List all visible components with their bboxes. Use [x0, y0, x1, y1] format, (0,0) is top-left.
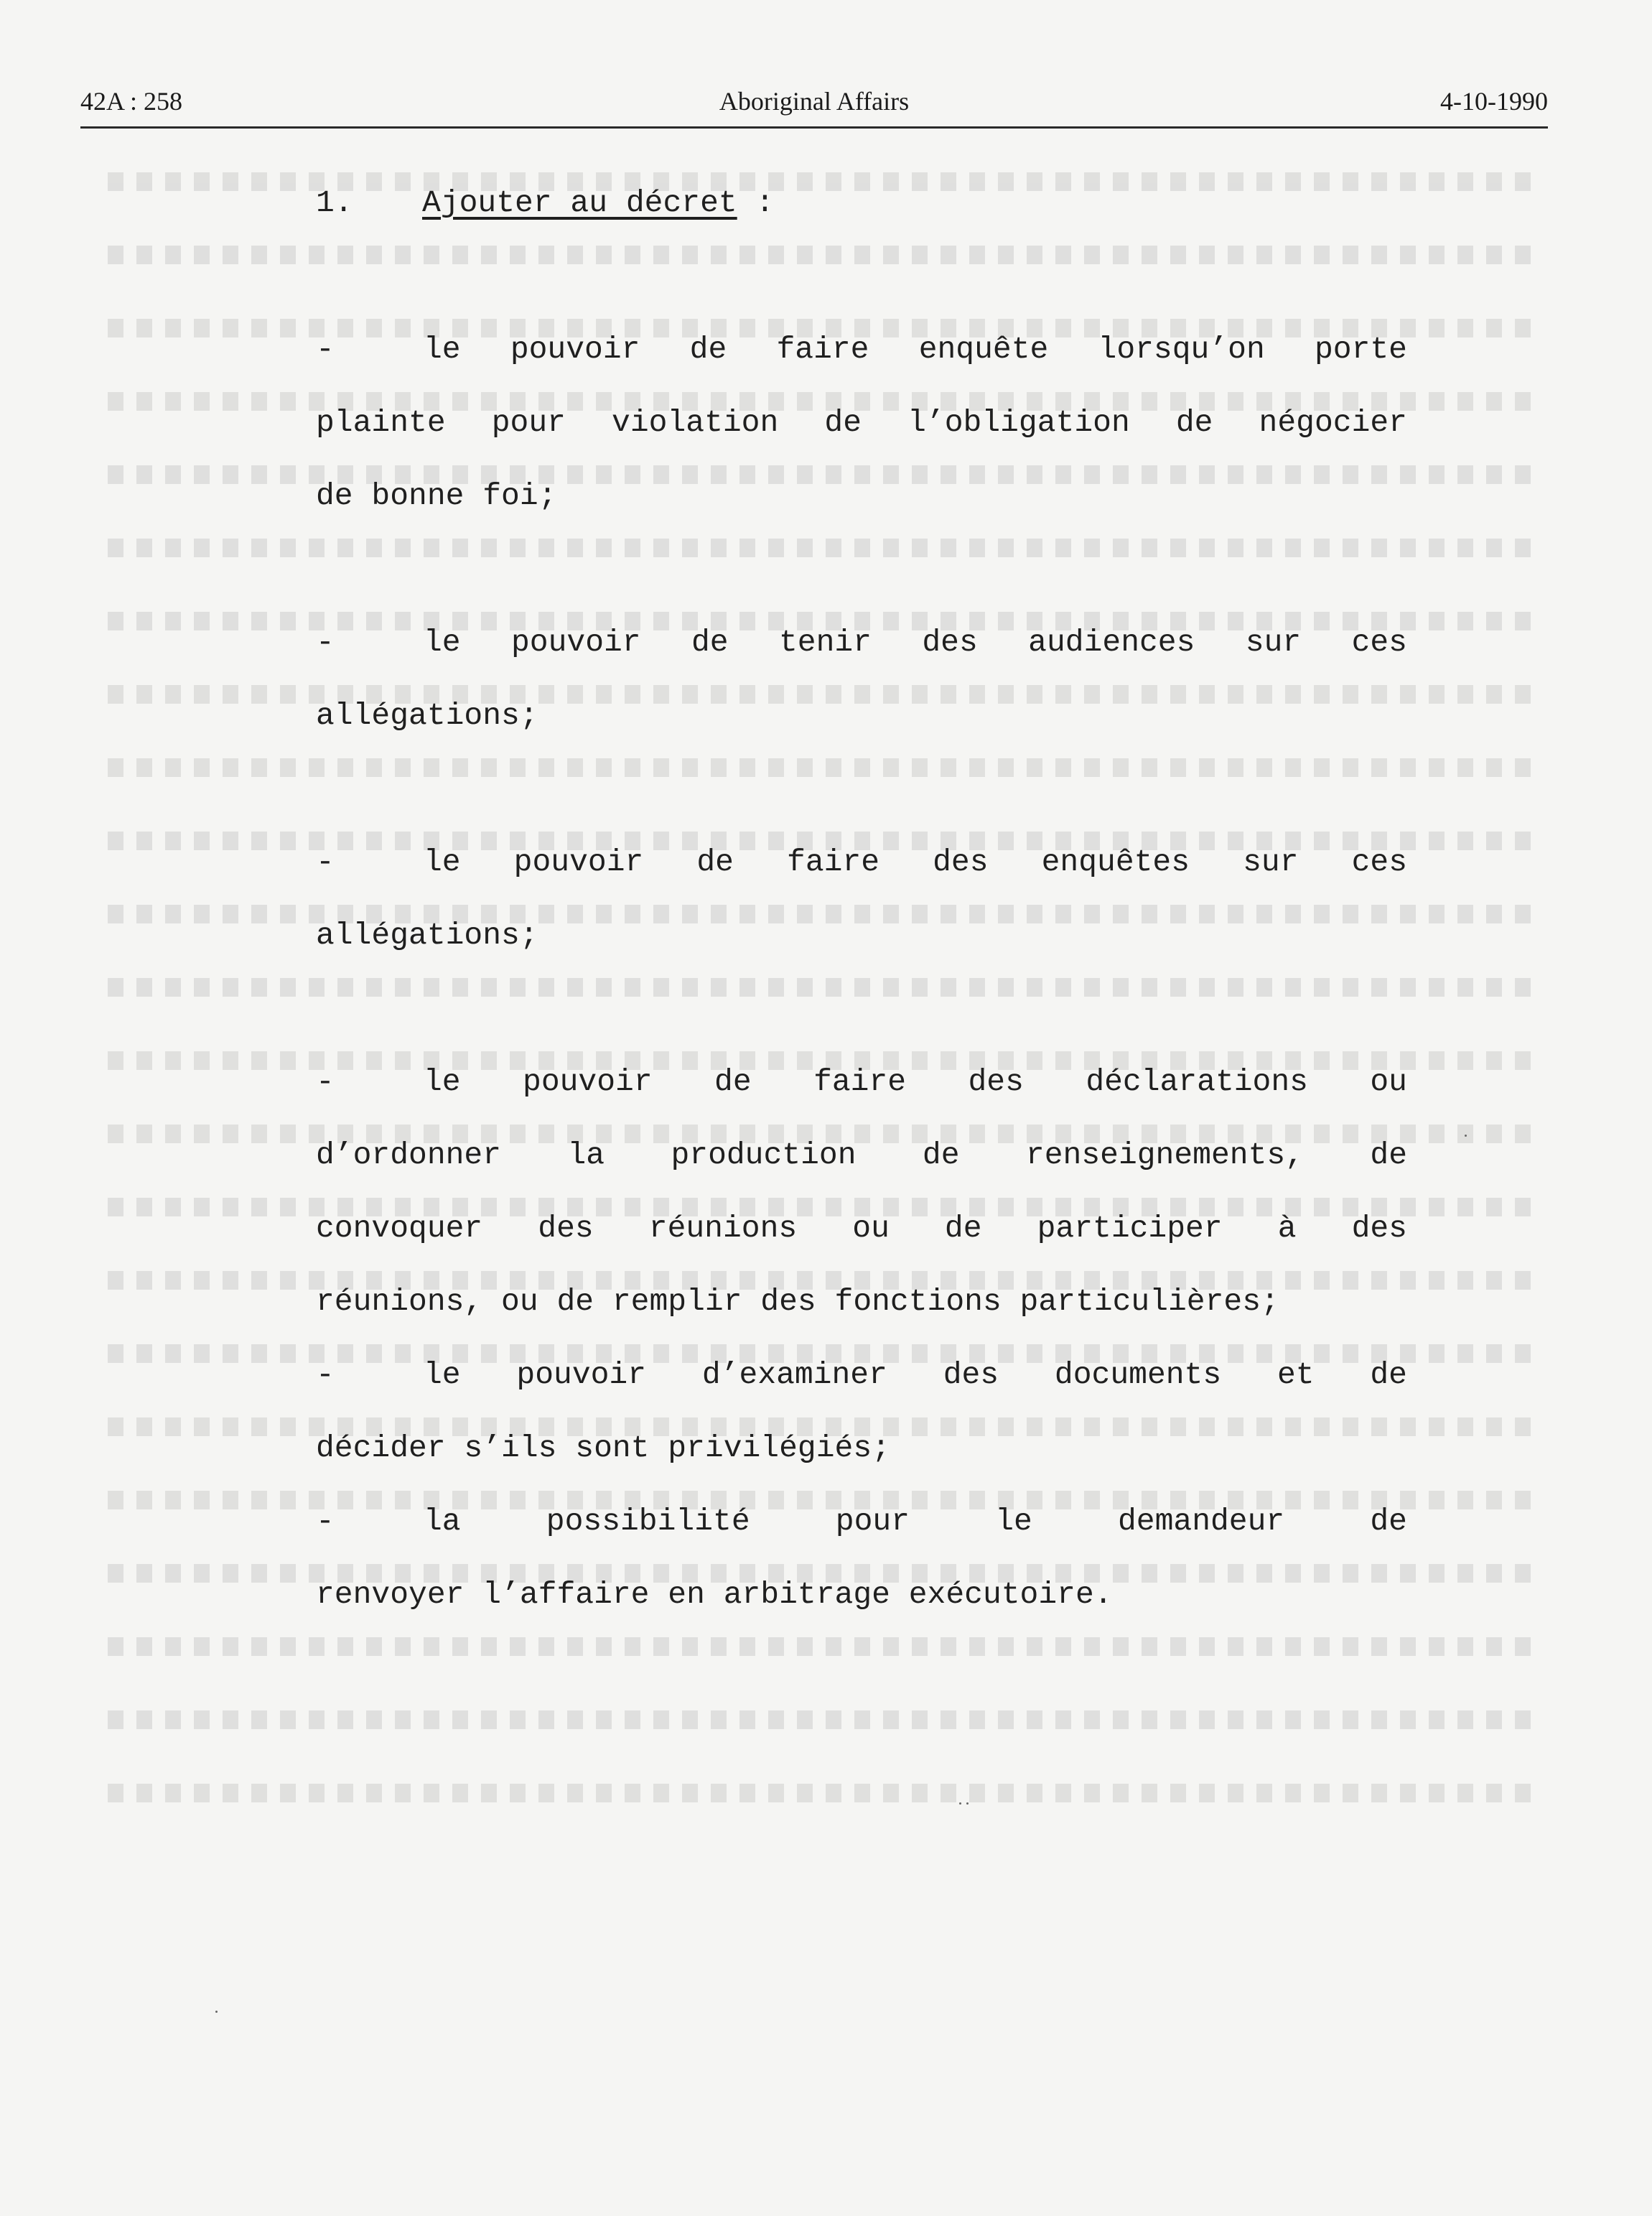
list-item-line — [316, 386, 1407, 460]
list-item-line — [316, 679, 1407, 753]
page-header — [80, 86, 1548, 129]
section-number: 1. — [316, 185, 353, 220]
list-dash: - — [316, 844, 335, 880]
list-item-line — [316, 1265, 1407, 1339]
list-item-line — [316, 1485, 1407, 1558]
list-item-line — [316, 1558, 1407, 1631]
list-item-line — [316, 899, 1407, 972]
scan-speck — [959, 1802, 961, 1805]
list-item-line — [316, 1192, 1407, 1265]
list-item-text: le pouvoir de faire enquête lorsqu’on porte — [424, 332, 1407, 367]
list-item — [316, 606, 1407, 753]
scan-speck — [215, 2011, 218, 2013]
list-dash: - — [316, 1064, 335, 1099]
section-heading — [316, 167, 1407, 240]
list-item-text: le pouvoir de faire des déclarations ou — [424, 1064, 1407, 1099]
list-item-text: renvoyer l’affaire en arbitrage exécutoire. — [316, 1577, 1113, 1612]
list-item-line — [316, 460, 1407, 533]
scan-speck — [1465, 1135, 1467, 1137]
list-item — [316, 826, 1407, 972]
list-item-text: décider s’ils sont privilégiés; — [316, 1430, 890, 1466]
list-item-text: allégations; — [316, 698, 538, 733]
list-item-text: d’ordonner la production de renseignements, de — [316, 1137, 1407, 1173]
list-item — [316, 313, 1407, 533]
list-item-text: le pouvoir de faire des enquêtes sur ces — [424, 844, 1407, 880]
list-dash: - — [316, 1357, 335, 1392]
list-item-text: réunions, ou de remplir des fonctions particulières; — [316, 1284, 1279, 1319]
section-heading-text: Ajouter au décret — [422, 185, 737, 220]
list-item — [316, 1485, 1407, 1631]
list-item-text: convoquer des réunions ou de participer à des — [316, 1211, 1407, 1246]
list-item-line — [316, 1412, 1407, 1485]
header-date: 4-10-1990 — [1440, 87, 1548, 116]
list-item-text: plainte pour violation de l’obligation de négocier — [316, 405, 1407, 440]
list-dash: - — [316, 1504, 335, 1539]
section-heading-colon: : — [737, 185, 775, 220]
list-item-text: de bonne foi; — [316, 478, 557, 513]
page-reference: 42A : 258 — [80, 87, 183, 116]
document-body — [316, 167, 1407, 1631]
list-item-text: le pouvoir de tenir des audiences sur ces — [424, 625, 1407, 660]
list-item-line — [316, 1046, 1407, 1119]
list-item-text: le pouvoir d’examiner des documents et de — [424, 1357, 1407, 1392]
list-dash: - — [316, 332, 335, 367]
header-title: Aboriginal Affairs — [719, 87, 910, 116]
list-item-text: allégations; — [316, 918, 538, 953]
scan-speck — [966, 1802, 969, 1805]
list-item-line — [316, 1119, 1407, 1192]
list-item-line — [316, 826, 1407, 899]
list-item-line — [316, 313, 1407, 386]
list-dash: - — [316, 625, 335, 660]
list-item-text: la possibilité pour le demandeur de — [424, 1504, 1407, 1539]
list-item-line — [316, 1339, 1407, 1412]
list-item — [316, 1046, 1407, 1339]
list-item-line — [316, 606, 1407, 679]
list-item — [316, 1339, 1407, 1485]
header-rule — [80, 126, 1548, 129]
